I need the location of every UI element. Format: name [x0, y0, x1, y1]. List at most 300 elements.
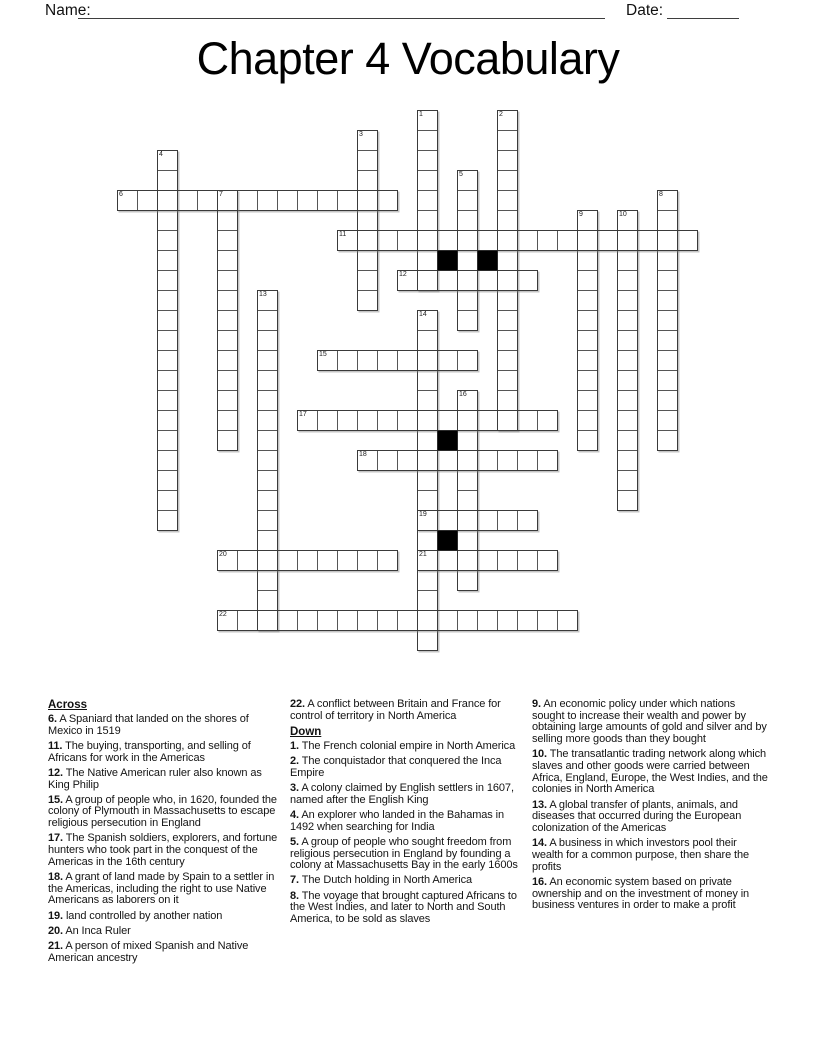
clue-across-12: 12. The Native American ruler also known as King Philip: [48, 766, 262, 791]
grid-cell[interactable]: [577, 390, 598, 411]
grid-cell[interactable]: [297, 610, 318, 631]
grid-cell[interactable]: [157, 350, 178, 371]
cell-number: 9: [579, 210, 583, 218]
clue-number: 10.: [532, 748, 547, 761]
cell-number: 3: [359, 130, 363, 138]
grid-cell[interactable]: [137, 190, 158, 211]
grid-cell[interactable]: [497, 250, 518, 271]
grid-cell[interactable]: [617, 390, 638, 411]
grid-cell[interactable]: [517, 510, 538, 531]
grid-cell[interactable]: [457, 550, 478, 571]
cell-number: 2: [499, 110, 503, 118]
clue-across-6: 6. A Spaniard that landed on the shores of Mexico in 1519: [48, 713, 249, 737]
cell-number: 18: [359, 450, 367, 458]
grid-cell[interactable]: [457, 490, 478, 511]
grid-cell[interactable]: [417, 330, 438, 351]
grid-cell[interactable]: [497, 190, 518, 211]
grid-cell[interactable]: [537, 550, 558, 571]
grid-cell[interactable]: [497, 290, 518, 311]
grid-cell[interactable]: [457, 250, 478, 271]
name-blank-line[interactable]: [78, 18, 605, 19]
grid-cell[interactable]: [377, 610, 398, 631]
grid-cell[interactable]: [357, 270, 378, 291]
grid-cell[interactable]: [457, 350, 478, 371]
clue-number: 19.: [48, 909, 63, 922]
cell-number: 20: [219, 550, 227, 558]
grid-cell[interactable]: [577, 270, 598, 291]
grid-cell[interactable]: [257, 290, 278, 311]
grid-cell[interactable]: [617, 430, 638, 451]
clue-number: 8.: [290, 889, 299, 902]
clue-number: 3.: [290, 782, 299, 795]
grid-cell[interactable]: [517, 230, 538, 251]
grid-cell[interactable]: [577, 370, 598, 391]
grid-cell[interactable]: [357, 550, 378, 571]
clue-number: 17.: [48, 832, 63, 845]
grid-cell[interactable]: [357, 150, 378, 171]
grid-cell[interactable]: [377, 550, 398, 571]
grid-cell[interactable]: [217, 270, 238, 291]
grid-cell[interactable]: [257, 350, 278, 371]
grid-cell[interactable]: [417, 390, 438, 411]
grid-cell[interactable]: [217, 410, 238, 431]
grid-cell[interactable]: [357, 410, 378, 431]
grid-cell[interactable]: [257, 410, 278, 431]
grid-cell[interactable]: [377, 230, 398, 251]
grid-cell[interactable]: [557, 610, 578, 631]
clue-column-2: [290, 699, 526, 929]
grid-cell[interactable]: [317, 550, 338, 571]
clue-across-17: 17. The Spanish soldiers, explorers, and fortune hunters who took part in the conquest of the Americas in the 16th century: [48, 832, 278, 868]
grid-cell[interactable]: [437, 510, 458, 531]
cell-number: 17: [299, 410, 307, 418]
grid-cell[interactable]: [277, 550, 298, 571]
grid-cell[interactable]: [257, 370, 278, 391]
grid-cell[interactable]: [577, 330, 598, 351]
grid-cell[interactable]: [217, 230, 238, 251]
grid-cell[interactable]: [397, 270, 418, 291]
grid-cell[interactable]: [457, 470, 478, 491]
grid-cell[interactable]: [217, 390, 238, 411]
grid-cell[interactable]: [257, 610, 278, 631]
grid-cell[interactable]: [337, 610, 358, 631]
grid-cell[interactable]: [257, 330, 278, 351]
grid-cell[interactable]: [157, 470, 178, 491]
clue-number: 15.: [48, 793, 63, 806]
grid-cell[interactable]: [217, 430, 238, 451]
grid-cell[interactable]: [577, 210, 598, 231]
grid-cell[interactable]: [157, 150, 178, 171]
grid-cell[interactable]: [617, 370, 638, 391]
grid-cell[interactable]: [457, 170, 478, 191]
grid-cell[interactable]: [337, 550, 358, 571]
grid-cell[interactable]: [517, 410, 538, 431]
grid-cell[interactable]: [577, 290, 598, 311]
grid-cell[interactable]: [217, 550, 238, 571]
grid-cell[interactable]: [417, 450, 438, 471]
grid-cell[interactable]: [577, 430, 598, 451]
grid-cell[interactable]: [477, 450, 498, 471]
grid-cell[interactable]: [437, 450, 458, 471]
black-cell: [477, 250, 498, 271]
clue-number: 6.: [48, 713, 57, 725]
grid-cell[interactable]: [157, 450, 178, 471]
grid-cell[interactable]: [617, 250, 638, 271]
grid-cell[interactable]: [217, 210, 238, 231]
grid-cell[interactable]: [497, 210, 518, 231]
grid-cell[interactable]: [517, 550, 538, 571]
grid-cell[interactable]: [617, 270, 638, 291]
grid-cell[interactable]: [497, 130, 518, 151]
cell-number: 11: [339, 230, 347, 238]
grid-cell[interactable]: [457, 410, 478, 431]
grid-cell[interactable]: [357, 450, 378, 471]
grid-cell[interactable]: [317, 350, 338, 371]
grid-cell[interactable]: [417, 490, 438, 511]
grid-cell[interactable]: [597, 230, 618, 251]
grid-cell[interactable]: [357, 130, 378, 151]
grid-cell[interactable]: [477, 510, 498, 531]
grid-cell[interactable]: [417, 250, 438, 271]
cell-number: 14: [419, 310, 427, 318]
black-cell: [437, 250, 458, 271]
grid-cell[interactable]: [217, 190, 238, 211]
grid-cell[interactable]: [277, 190, 298, 211]
grid-cell[interactable]: [217, 330, 238, 351]
down-heading: Down: [290, 725, 322, 738]
clue-across-20: 20. An Inca Ruler: [48, 924, 131, 937]
clue-number: 4.: [290, 808, 299, 821]
grid-cell[interactable]: [457, 570, 478, 591]
cell-number: 21: [419, 550, 427, 558]
grid-cell[interactable]: [377, 410, 398, 431]
clue-number: 16.: [532, 875, 547, 888]
grid-cell[interactable]: [577, 350, 598, 371]
grid-cell[interactable]: [477, 410, 498, 431]
cell-number: 16: [459, 390, 467, 398]
grid-cell[interactable]: [497, 230, 518, 251]
grid-cell[interactable]: [457, 290, 478, 311]
cell-number: 8: [659, 190, 663, 198]
grid-cell[interactable]: [417, 130, 438, 151]
grid-cell[interactable]: [157, 490, 178, 511]
name-label: Name:: [45, 2, 91, 19]
grid-cell[interactable]: [197, 190, 218, 211]
grid-cell[interactable]: [257, 570, 278, 591]
grid-cell[interactable]: [617, 490, 638, 511]
grid-cell[interactable]: [237, 610, 258, 631]
grid-cell[interactable]: [437, 350, 458, 371]
grid-cell[interactable]: [217, 310, 238, 331]
grid-cell[interactable]: [617, 210, 638, 231]
grid-cell[interactable]: [257, 510, 278, 531]
grid-cell[interactable]: [257, 490, 278, 511]
grid-cell[interactable]: [357, 250, 378, 271]
grid-cell[interactable]: [657, 390, 678, 411]
grid-cell[interactable]: [497, 310, 518, 331]
date-label: Date:: [626, 2, 664, 19]
grid-cell[interactable]: [317, 610, 338, 631]
grid-cell[interactable]: [317, 190, 338, 211]
grid-cell[interactable]: [257, 470, 278, 491]
clue-down-4: 4. An explorer who landed in the Bahamas in 1492 when searching for India: [290, 808, 505, 833]
clue-number: 9.: [532, 698, 541, 710]
grid-cell[interactable]: [157, 190, 178, 211]
grid-cell[interactable]: [417, 530, 438, 551]
grid-cell[interactable]: [517, 450, 538, 471]
clues-section: [0, 699, 816, 1055]
grid-cell[interactable]: [657, 350, 678, 371]
grid-cell[interactable]: [657, 430, 678, 451]
grid-cell[interactable]: [437, 610, 458, 631]
grid-cell[interactable]: [157, 250, 178, 271]
grid-cell[interactable]: [417, 470, 438, 491]
grid-cell[interactable]: [257, 590, 278, 611]
grid-cell[interactable]: [357, 350, 378, 371]
grid-cell[interactable]: [657, 190, 678, 211]
grid-cell[interactable]: [417, 430, 438, 451]
grid-cell[interactable]: [377, 190, 398, 211]
grid-cell[interactable]: [417, 310, 438, 331]
grid-cell[interactable]: [497, 450, 518, 471]
grid-cell[interactable]: [477, 610, 498, 631]
grid-cell[interactable]: [217, 350, 238, 371]
grid-cell[interactable]: [417, 230, 438, 251]
grid-cell[interactable]: [257, 530, 278, 551]
grid-cell[interactable]: [257, 390, 278, 411]
page-title: Chapter 4 Vocabulary: [196, 33, 620, 84]
grid-cell[interactable]: [417, 370, 438, 391]
grid-cell[interactable]: [457, 390, 478, 411]
grid-cell[interactable]: [497, 410, 518, 431]
grid-cell[interactable]: [637, 230, 658, 251]
grid-cell[interactable]: [657, 270, 678, 291]
grid-cell[interactable]: [617, 310, 638, 331]
cell-number: 10: [619, 210, 627, 218]
grid-cell[interactable]: [157, 510, 178, 531]
grid-cell[interactable]: [657, 230, 678, 251]
grid-cell[interactable]: [577, 250, 598, 271]
grid-cell[interactable]: [477, 550, 498, 571]
grid-cell[interactable]: [417, 610, 438, 631]
clue-across-19: 19. land controlled by another nation: [48, 909, 223, 922]
grid-cell[interactable]: [257, 450, 278, 471]
grid-cell[interactable]: [297, 410, 318, 431]
clue-number: 14.: [532, 837, 547, 850]
grid-cell[interactable]: [417, 210, 438, 231]
grid-cell[interactable]: [497, 350, 518, 371]
grid-cell[interactable]: [477, 230, 498, 251]
grid-cell[interactable]: [457, 310, 478, 331]
grid-cell[interactable]: [437, 270, 458, 291]
grid-cell[interactable]: [257, 310, 278, 331]
grid-cell[interactable]: [417, 510, 438, 531]
grid-cell[interactable]: [437, 550, 458, 571]
cell-number: 5: [459, 170, 463, 178]
grid-cell[interactable]: [657, 330, 678, 351]
grid-cell[interactable]: [617, 410, 638, 431]
grid-cell[interactable]: [517, 270, 538, 291]
grid-cell[interactable]: [457, 190, 478, 211]
grid-cell[interactable]: [417, 350, 438, 371]
grid-cell[interactable]: [537, 230, 558, 251]
grid-cell[interactable]: [657, 210, 678, 231]
cell-number: 4: [159, 150, 163, 158]
grid-cell[interactable]: [497, 330, 518, 351]
clue-across-15: 15. A group of people who, in 1620, founded the colony of Plymouth in Massachusetts to escape religious persecution in England: [48, 793, 277, 830]
cell-number: 22: [219, 610, 227, 618]
grid-cell[interactable]: [357, 230, 378, 251]
grid-cell[interactable]: [577, 410, 598, 431]
clue-down-9: 9. An economic policy under which nations sought to increase their wealth and power by obtaining large amounts of gold and silver and by selling more goods than they bought: [532, 698, 767, 746]
grid-cell[interactable]: [657, 290, 678, 311]
grid-cell[interactable]: [657, 250, 678, 271]
clue-down-2: 2. The conquistador that conquered the Inca Empire: [290, 755, 502, 779]
grid-cell[interactable]: [217, 250, 238, 271]
clue-number: 13.: [532, 798, 547, 811]
grid-cell[interactable]: [417, 550, 438, 571]
grid-cell[interactable]: [617, 290, 638, 311]
grid-cell[interactable]: [117, 190, 138, 211]
grid-cell[interactable]: [337, 230, 358, 251]
grid-cell[interactable]: [157, 170, 178, 191]
grid-cell[interactable]: [437, 410, 458, 431]
grid-cell[interactable]: [497, 270, 518, 291]
grid-cell[interactable]: [657, 310, 678, 331]
date-blank-line[interactable]: [667, 18, 739, 19]
grid-cell[interactable]: [417, 170, 438, 191]
grid-cell[interactable]: [417, 270, 438, 291]
grid-cell[interactable]: [317, 410, 338, 431]
grid-cell[interactable]: [297, 550, 318, 571]
cell-number: 15: [319, 350, 327, 358]
grid-cell[interactable]: [157, 290, 178, 311]
grid-cell[interactable]: [357, 190, 378, 211]
grid-cell[interactable]: [497, 610, 518, 631]
grid-cell[interactable]: [257, 190, 278, 211]
grid-cell[interactable]: [157, 370, 178, 391]
grid-cell[interactable]: [157, 330, 178, 351]
grid-cell[interactable]: [357, 210, 378, 231]
cell-number: 13: [259, 290, 267, 298]
grid-cell[interactable]: [457, 230, 478, 251]
grid-cell[interactable]: [397, 230, 418, 251]
grid-cell[interactable]: [337, 350, 358, 371]
grid-cell[interactable]: [617, 330, 638, 351]
clue-number: 5.: [290, 835, 299, 848]
clue-column-1: [48, 699, 284, 968]
clue-down-1: 1. The French colonial empire in North America: [290, 739, 516, 752]
grid-cell[interactable]: [157, 430, 178, 451]
grid-cell[interactable]: [497, 510, 518, 531]
clue-number: 18.: [48, 870, 63, 883]
grid-cell[interactable]: [377, 450, 398, 471]
grid-cell[interactable]: [457, 450, 478, 471]
grid-cell[interactable]: [237, 550, 258, 571]
grid-cell[interactable]: [437, 230, 458, 251]
grid-cell[interactable]: [677, 230, 698, 251]
grid-cell[interactable]: [277, 610, 298, 631]
clue-down-13: 13. A global transfer of plants, animals, and diseases that occurred during the European colonization of the Americas: [532, 798, 742, 835]
grid-cell[interactable]: [397, 350, 418, 371]
grid-cell[interactable]: [157, 310, 178, 331]
grid-cell[interactable]: [357, 170, 378, 191]
grid-cell[interactable]: [477, 270, 498, 291]
clue-down-5: 5. A group of people who sought freedom from religious persecution in England by founding a colony at Massachusetts Bay in the early 1600s: [290, 835, 518, 872]
grid-cell[interactable]: [497, 370, 518, 391]
grid-cell[interactable]: [617, 450, 638, 471]
grid-cell[interactable]: [157, 390, 178, 411]
grid-cell[interactable]: [297, 190, 318, 211]
grid-cell[interactable]: [417, 410, 438, 431]
grid-cell[interactable]: [157, 410, 178, 431]
grid-cell[interactable]: [457, 430, 478, 451]
grid-cell[interactable]: [497, 150, 518, 171]
grid-cell[interactable]: [377, 350, 398, 371]
grid-cell[interactable]: [257, 550, 278, 571]
grid-cell[interactable]: [457, 510, 478, 531]
grid-cell[interactable]: [657, 410, 678, 431]
grid-cell[interactable]: [457, 270, 478, 291]
grid-cell[interactable]: [417, 570, 438, 591]
clue-number: 22.: [290, 698, 305, 710]
grid-cell[interactable]: [497, 110, 518, 131]
clue-number: 1.: [290, 739, 299, 752]
grid-cell[interactable]: [237, 190, 258, 211]
grid-cell[interactable]: [417, 190, 438, 211]
grid-cell[interactable]: [357, 290, 378, 311]
grid-cell[interactable]: [397, 450, 418, 471]
grid-cell[interactable]: [617, 470, 638, 491]
grid-cell[interactable]: [497, 550, 518, 571]
grid-cell[interactable]: [157, 210, 178, 231]
grid-cell[interactable]: [397, 410, 418, 431]
black-cell: [437, 530, 458, 551]
grid-cell[interactable]: [217, 290, 238, 311]
grid-cell[interactable]: [557, 230, 578, 251]
grid-cell[interactable]: [497, 170, 518, 191]
grid-cell[interactable]: [577, 310, 598, 331]
grid-cell[interactable]: [497, 390, 518, 411]
grid-cell[interactable]: [217, 370, 238, 391]
grid-cell[interactable]: [337, 190, 358, 211]
grid-cell[interactable]: [157, 270, 178, 291]
grid-cell[interactable]: [457, 210, 478, 231]
grid-cell[interactable]: [397, 610, 418, 631]
grid-cell[interactable]: [217, 610, 238, 631]
clue-number: 21.: [48, 939, 63, 952]
grid-cell[interactable]: [537, 410, 558, 431]
grid-cell[interactable]: [177, 190, 198, 211]
grid-cell[interactable]: [517, 610, 538, 631]
grid-cell[interactable]: [417, 630, 438, 651]
grid-cell[interactable]: [537, 610, 558, 631]
grid-cell[interactable]: [457, 530, 478, 551]
grid-cell[interactable]: [457, 610, 478, 631]
grid-cell[interactable]: [157, 230, 178, 251]
grid-cell[interactable]: [617, 230, 638, 251]
grid-cell[interactable]: [337, 410, 358, 431]
grid-cell[interactable]: [617, 350, 638, 371]
grid-cell[interactable]: [417, 590, 438, 611]
grid-cell[interactable]: [357, 610, 378, 631]
grid-cell[interactable]: [657, 370, 678, 391]
grid-cell[interactable]: [577, 230, 598, 251]
grid-cell[interactable]: [417, 150, 438, 171]
grid-cell[interactable]: [537, 450, 558, 471]
grid-cell[interactable]: [257, 430, 278, 451]
grid-cell[interactable]: [417, 110, 438, 131]
